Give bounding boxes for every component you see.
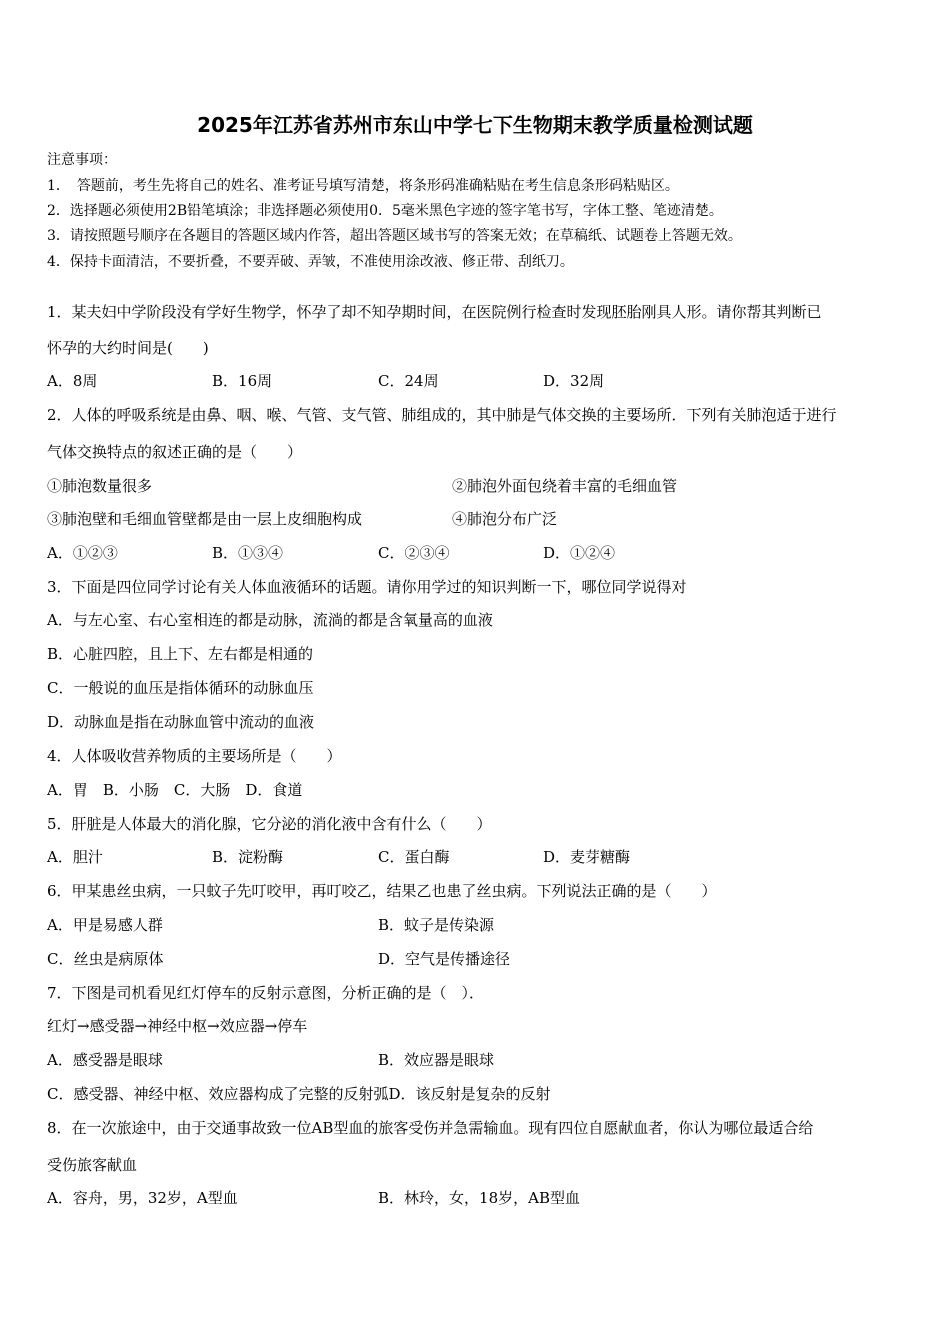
option: A．容舟，男，32岁，A型血 <box>47 1189 238 1207</box>
option: C．蛋白酶 <box>378 848 450 866</box>
option: A．甲是易感人群 <box>47 916 163 934</box>
option: C．24周 <box>378 372 439 390</box>
question-stem: 1．某夫妇中学阶段没有学好生物学，怀孕了却不知孕期时间，在医院例行检查时发现胚胎刚具人形。请你帮其判断已 <box>47 303 822 321</box>
option: D．32周 <box>543 372 605 390</box>
question-stem: 怀孕的大约时间是( ) <box>47 339 209 357</box>
option: D．空气是传播途径 <box>378 950 511 968</box>
option: C．②③④ <box>378 544 450 562</box>
options: A．胃 B．小肠 C．大肠 D．食道 <box>47 781 303 799</box>
option: C．一般说的血压是指体循环的动脉血压 <box>47 679 314 697</box>
option: B．蚊子是传染源 <box>378 916 495 934</box>
page-title: 2025年江苏省苏州市东山中学七下生物期末教学质量检测试题 <box>197 113 753 137</box>
notice-heading: 注意事项： <box>47 152 117 168</box>
notice-item: 3．请按照题号顺序在各题目的答题区域内作答，超出答题区域书写的答案无效；在草稿纸、试题卷上答题无效。 <box>47 228 742 244</box>
option: B．淀粉酶 <box>212 848 284 866</box>
question-stem: 7．下图是司机看见红灯停车的反射示意图，分析正确的是（ ）． <box>47 984 485 1002</box>
notice-item: 1． 答题前，考生先将自己的姓名、准考证号填写清楚，将条形码准确粘贴在考生信息条形码粘贴区。 <box>47 178 679 194</box>
option: B．①③④ <box>212 544 284 562</box>
option: A．感受器是眼球 <box>47 1051 163 1069</box>
option: C．感受器、神经中枢、效应器构成了完整的反射弧D．该反射是复杂的反射 <box>47 1085 551 1103</box>
option: D．①②④ <box>543 544 616 562</box>
question-stem: 受伤旅客献血 <box>47 1156 138 1174</box>
question-stem: 8．在一次旅途中，由于交通事故致一位AB型血的旅客受伤并急需输血。现有四位自愿献血者，你认为哪位最适合给 <box>47 1119 814 1137</box>
reflex-diagram: 红灯→感受器→神经中枢→效应器→停车 <box>47 1017 308 1035</box>
notice-item: 4．保持卡面清洁，不要折叠，不要弄破、弄皱，不准使用涂改液、修正带、刮纸刀。 <box>47 254 574 270</box>
statement: ②肺泡外面包绕着丰富的毛细血管 <box>452 477 678 495</box>
option: B．16周 <box>212 372 273 390</box>
option: A．①②③ <box>47 544 118 562</box>
option: A．8周 <box>47 372 98 390</box>
option: D．麦芽糖酶 <box>543 848 631 866</box>
option: B．效应器是眼球 <box>378 1051 495 1069</box>
option: A．与左心室、右心室相连的都是动脉，流淌的都是含氧量高的血液 <box>47 611 493 629</box>
statement: ①肺泡数量很多 <box>47 477 153 495</box>
question-stem: 4．人体吸收营养物质的主要场所是（ ） <box>47 747 342 765</box>
question-stem: 3．下面是四位同学讨论有关人体血液循环的话题。请你用学过的知识判断一下，哪位同学说得对 <box>47 578 687 596</box>
option: C．丝虫是病原体 <box>47 950 164 968</box>
option: D．动脉血是指在动脉血管中流动的血液 <box>47 713 315 731</box>
option: B．心脏四腔，且上下、左右都是相通的 <box>47 645 314 663</box>
question-stem: 6．甲某患丝虫病，一只蚊子先叮咬甲，再叮咬乙，结果乙也患了丝虫病。下列说法正确的是（ ） <box>47 882 717 900</box>
statement: ③肺泡壁和毛细血管壁都是由一层上皮细胞构成 <box>47 510 363 528</box>
option: B．林玲，女，18岁，AB型血 <box>378 1189 580 1207</box>
question-stem: 2．人体的呼吸系统是由鼻、咽、喉、气管、支气管、肺组成的，其中肺是气体交换的主要场所．下列有关肺泡适于进行 <box>47 406 837 424</box>
statement: ④肺泡分布广泛 <box>452 510 558 528</box>
option: A．胆汁 <box>47 848 103 866</box>
question-stem: 气体交换特点的叙述正确的是（ ） <box>47 443 303 461</box>
question-stem: 5．肝脏是人体最大的消化腺，它分泌的消化液中含有什么（ ） <box>47 815 492 833</box>
notice-item: 2．选择题必须使用2B铅笔填涂；非选择题必须使用0．5毫米黑色字迹的签字笔书写，字体工整、笔迹清楚。 <box>47 203 723 219</box>
